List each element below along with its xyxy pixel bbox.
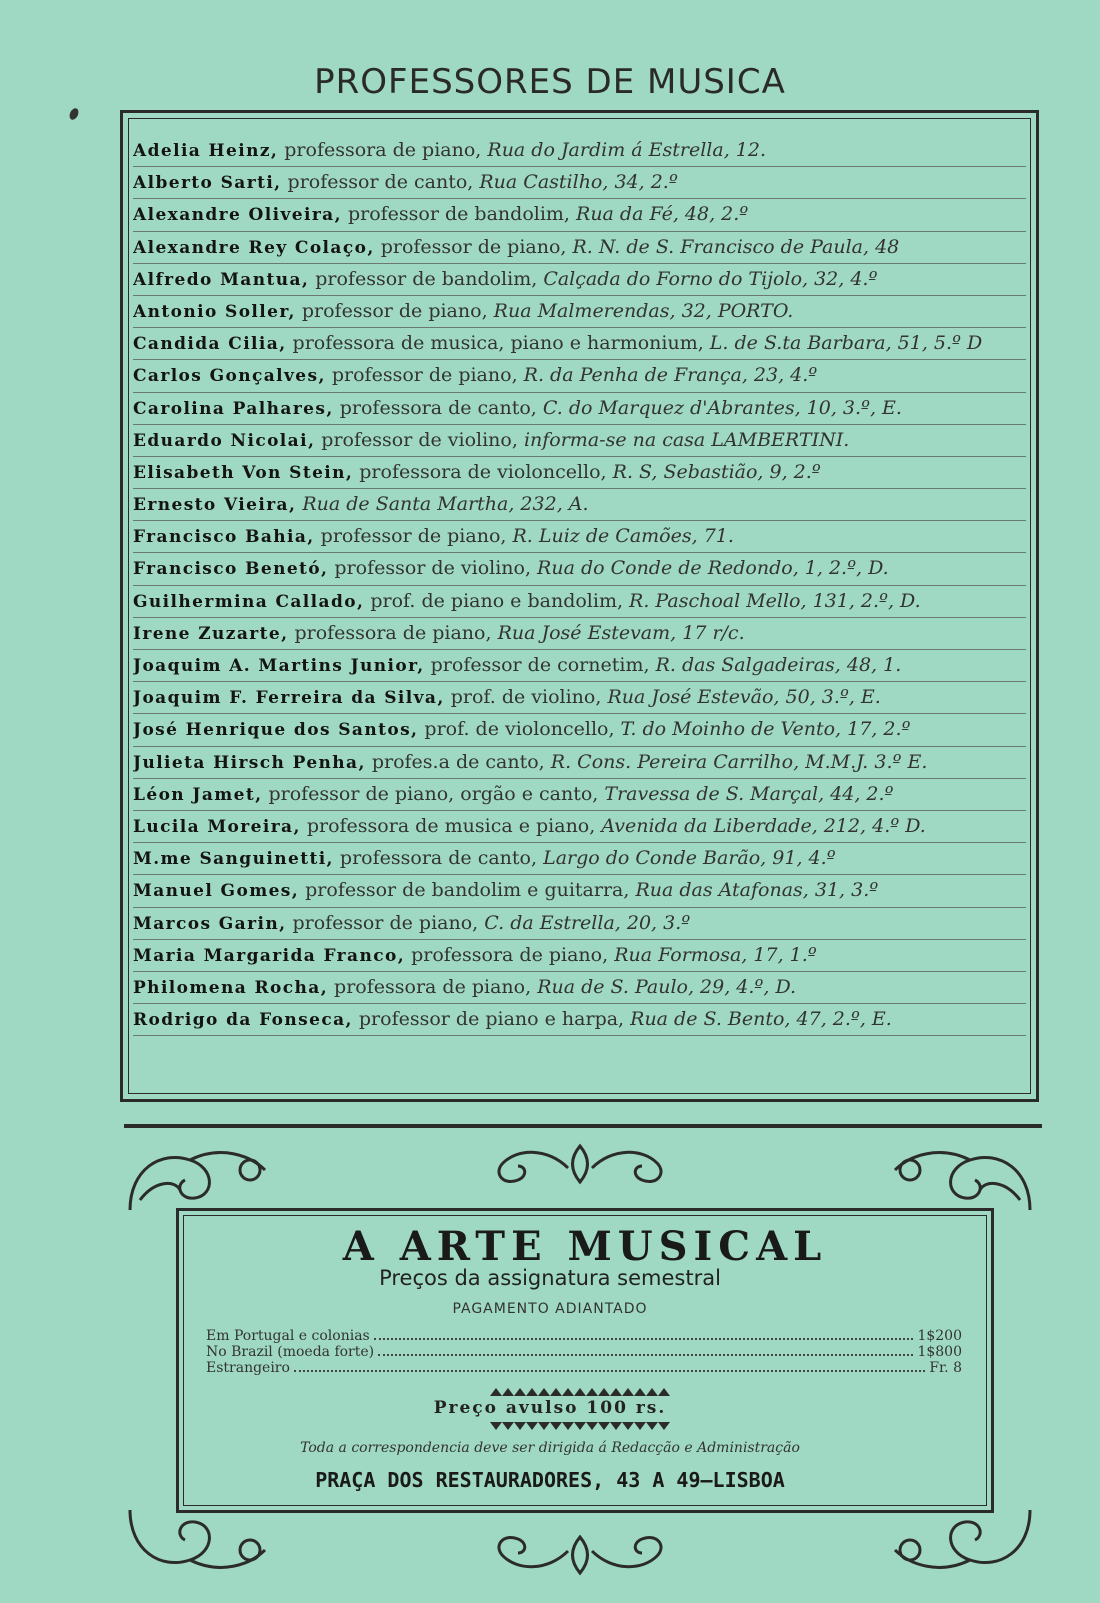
- teacher-description: professor de piano,: [325, 364, 524, 387]
- teacher-entry: [133, 908, 1026, 940]
- teacher-address: R. Paschoal Mello, 131, 2.º, D.: [629, 589, 921, 612]
- teacher-description: professora de canto,: [333, 847, 544, 870]
- teacher-address: Calçada do Forno do Tijolo, 32, 4.º: [543, 267, 878, 290]
- teacher-name: Francisco Bahia,: [133, 527, 315, 548]
- price-value: 1$800: [917, 1344, 962, 1360]
- teacher-entry: [133, 747, 1026, 779]
- teacher-address: C. do Marquez d'Abrantes, 10, 3.º, E.: [542, 396, 902, 419]
- teacher-description: professor de cornetim,: [424, 654, 656, 676]
- teacher-name: Joaquim A. Martins Junior,: [133, 656, 425, 676]
- teacher-name: Joaquim F. Ferreira da Silva,: [133, 688, 445, 709]
- teacher-address: Largo do Conde Barão, 91, 4.º: [543, 847, 836, 870]
- ornament-top-center-icon: [478, 1138, 682, 1193]
- teacher-description: professora de piano,: [288, 621, 498, 644]
- teacher-address: Rua Formosa, 17, 1.º: [614, 943, 817, 966]
- teacher-address: informa-se na casa LAMBERTINI.: [523, 428, 850, 451]
- teacher-entry: [133, 843, 1026, 875]
- teacher-address: Rua da Fé, 48, 2.º: [576, 203, 749, 226]
- teacher-entry: [133, 264, 1026, 296]
- teacher-description: professor de bandolim e guitarra,: [299, 879, 636, 902]
- teacher-address: C. da Estrella, 20, 3.º: [484, 911, 691, 934]
- teacher-name: Elisabeth Von Stein,: [133, 462, 354, 483]
- teacher-description: professor de piano e harpa,: [352, 1008, 631, 1031]
- teacher-address: Rua José Estevam, 17 r/c.: [497, 621, 745, 644]
- decorative-band-bottom-icon: [490, 1422, 670, 1430]
- price-row: [206, 1360, 962, 1376]
- teacher-entry: [133, 940, 1026, 972]
- price-value: Fr. 8: [929, 1360, 962, 1376]
- decorative-band-top-icon: [490, 1388, 670, 1396]
- price-label: Estrangeiro: [206, 1360, 290, 1376]
- ad-subtitle: Preços da assignatura semestral: [379, 1266, 721, 1290]
- teacher-entry: [133, 1004, 1026, 1036]
- teacher-name: Marcos Garin,: [133, 913, 287, 934]
- teacher-address: Rua José Estevão, 50, 3.º, E.: [607, 686, 881, 709]
- teacher-name: Carlos Gonçalves,: [133, 366, 326, 387]
- teacher-description: professor de piano,: [295, 299, 494, 322]
- teacher-entry: [133, 457, 1026, 489]
- teacher-address: R. Luiz de Camões, 71.: [512, 525, 734, 548]
- teacher-description: professor de piano,: [286, 911, 485, 934]
- teacher-name: Antonio Soller,: [133, 301, 296, 322]
- teacher-name: Maria Margarida Franco,: [133, 945, 406, 966]
- ad-divider: [124, 1124, 1042, 1128]
- teacher-address: Rua das Atafonas, 31, 3.º: [635, 879, 879, 902]
- ink-mark: [68, 107, 80, 121]
- price-label: Em Portugal e colonias: [206, 1328, 370, 1344]
- teacher-entry: [133, 521, 1026, 553]
- teacher-address: R. Cons. Pereira Carrilho, M.M.J. 3.º E.: [550, 750, 928, 773]
- teacher-description: profes.a de canto,: [365, 750, 551, 773]
- office-address: PRAÇA DOS RESTAURADORES, 43 A 49—LISBOA: [315, 1468, 785, 1492]
- teacher-name: Carolina Palhares,: [133, 398, 334, 419]
- teacher-address: R. da Penha de França, 23, 4.º: [523, 364, 818, 387]
- teacher-name: Adelia Heinz,: [133, 141, 279, 161]
- teacher-name: M.me Sanguinetti,: [133, 849, 334, 870]
- teacher-description: professor de bandolim,: [341, 203, 577, 226]
- teacher-entry: [133, 360, 1026, 392]
- teacher-name: Eduardo Nicolai,: [133, 430, 316, 451]
- teacher-name: Alexandre Oliveira,: [133, 205, 342, 226]
- teacher-entry: [133, 811, 1026, 843]
- teacher-address: Rua de S. Bento, 47, 2.º, E.: [630, 1008, 892, 1031]
- teacher-description: professor de violino,: [328, 557, 538, 580]
- teacher-name: Lucila Moreira,: [133, 816, 301, 837]
- teacher-description: professora de violoncello,: [353, 460, 613, 483]
- teacher-description: professor de canto,: [281, 171, 480, 194]
- teacher-entry: [133, 779, 1026, 811]
- teacher-entry: [133, 232, 1026, 264]
- teacher-address: T. do Moinho de Vento, 17, 2.º: [620, 718, 911, 741]
- teacher-address: R. S, Sebastião, 9, 2.º: [612, 460, 821, 483]
- teacher-entry: [133, 553, 1026, 585]
- teacher-description: professor de piano,: [314, 525, 513, 548]
- teacher-name: José Henrique dos Santos,: [133, 720, 419, 741]
- teacher-description: prof. de violoncello,: [418, 718, 621, 741]
- teacher-description: professora de musica e piano,: [300, 814, 602, 837]
- teacher-address: Travessa de S. Marçal, 44, 2.º: [604, 782, 894, 805]
- teacher-entry: [133, 714, 1026, 746]
- teacher-description: professora de musica, piano e harmonium,: [286, 332, 710, 355]
- teacher-name: Léon Jamet,: [133, 784, 263, 805]
- teacher-entry: [133, 875, 1026, 907]
- teacher-address: Rua de S. Paulo, 29, 4.º, D.: [537, 975, 797, 998]
- teacher-entry: [133, 489, 1026, 521]
- teacher-name: Candida Cilia,: [133, 334, 287, 355]
- teacher-name: Rodrigo da Fonseca,: [133, 1010, 353, 1031]
- teacher-entry: [133, 135, 1026, 167]
- teacher-name: Guilhermina Callado,: [133, 591, 365, 612]
- teacher-name: Manuel Gomes,: [133, 881, 300, 902]
- page-title: PROFESSORES DE MUSICA: [314, 62, 786, 102]
- teacher-address: Rua do Conde de Redondo, 1, 2.º, D.: [537, 557, 889, 580]
- teacher-address: Rua do Jardim á Estrella, 12.: [487, 139, 766, 161]
- price-row: [206, 1328, 962, 1344]
- correspondence-note: Toda a correspondencia deve ser dirigida á Redacção e Administração: [300, 1440, 800, 1456]
- teacher-description: professora de canto,: [333, 396, 543, 419]
- teacher-description: professora de piano,: [278, 139, 488, 161]
- teacher-entry: [133, 425, 1026, 457]
- payment-note: PAGAMENTO ADIANTADO: [452, 1301, 648, 1317]
- teacher-entry: [133, 682, 1026, 714]
- teacher-entry: [133, 586, 1026, 618]
- teacher-description: professora de piano,: [328, 975, 538, 998]
- teacher-name: Francisco Benetó,: [133, 559, 329, 580]
- teacher-entry: [133, 650, 1026, 682]
- teacher-address: R. das Salgadeiras, 48, 1.: [655, 654, 902, 676]
- teacher-entry: [133, 167, 1026, 199]
- teacher-name: Alexandre Rey Colaço,: [133, 237, 375, 258]
- ad-title: A ARTE MUSICAL: [342, 1223, 828, 1270]
- price-value: 1$200: [917, 1328, 962, 1344]
- teacher-description: professor de piano, orgão e canto,: [262, 782, 605, 805]
- teacher-name: Ernesto Vieira,: [133, 495, 297, 516]
- teacher-name: Philomena Rocha,: [133, 977, 329, 998]
- teacher-description: professor de bandolim,: [309, 267, 544, 290]
- teacher-description: professora de piano,: [405, 943, 615, 966]
- teacher-entry: [133, 972, 1026, 1004]
- teacher-address: Rua Malmerendas, 32, PORTO.: [493, 299, 794, 322]
- teacher-entry: [133, 393, 1026, 425]
- teacher-description: professor de piano,: [374, 235, 573, 258]
- teacher-description: prof. de piano e bandolim,: [364, 589, 630, 612]
- teacher-address: Rua Castilho, 34, 2.º: [479, 171, 678, 194]
- teacher-name: Julieta Hirsch Penha,: [133, 752, 366, 773]
- price-label: No Brazil (moeda forte): [206, 1344, 375, 1360]
- teachers-list: [133, 135, 1026, 1036]
- teacher-entry: [133, 618, 1026, 650]
- single-issue-price: Preço avulso 100 rs.: [433, 1398, 667, 1418]
- teacher-entry: [133, 328, 1026, 360]
- teacher-entry: [133, 199, 1026, 231]
- teacher-address: Rua de Santa Martha, 232, A.: [302, 493, 589, 516]
- teacher-address: Avenida da Liberdade, 212, 4.º D.: [601, 814, 926, 837]
- teacher-description: professor de violino,: [315, 428, 524, 451]
- teacher-name: Alfredo Mantua,: [133, 269, 310, 290]
- teachers-list-frame: [120, 110, 1039, 1102]
- teacher-entry: [133, 296, 1026, 328]
- teacher-address: L. de S.ta Barbara, 51, 5.º D: [709, 332, 983, 355]
- teacher-name: Alberto Sarti,: [133, 173, 282, 194]
- teacher-name: Irene Zuzarte,: [133, 623, 289, 644]
- ornament-bottom-center-icon: [478, 1526, 682, 1581]
- teacher-description: prof. de violino,: [444, 686, 608, 709]
- price-row: [206, 1344, 962, 1360]
- teacher-address: R. N. de S. Francisco de Paula, 48: [572, 235, 900, 258]
